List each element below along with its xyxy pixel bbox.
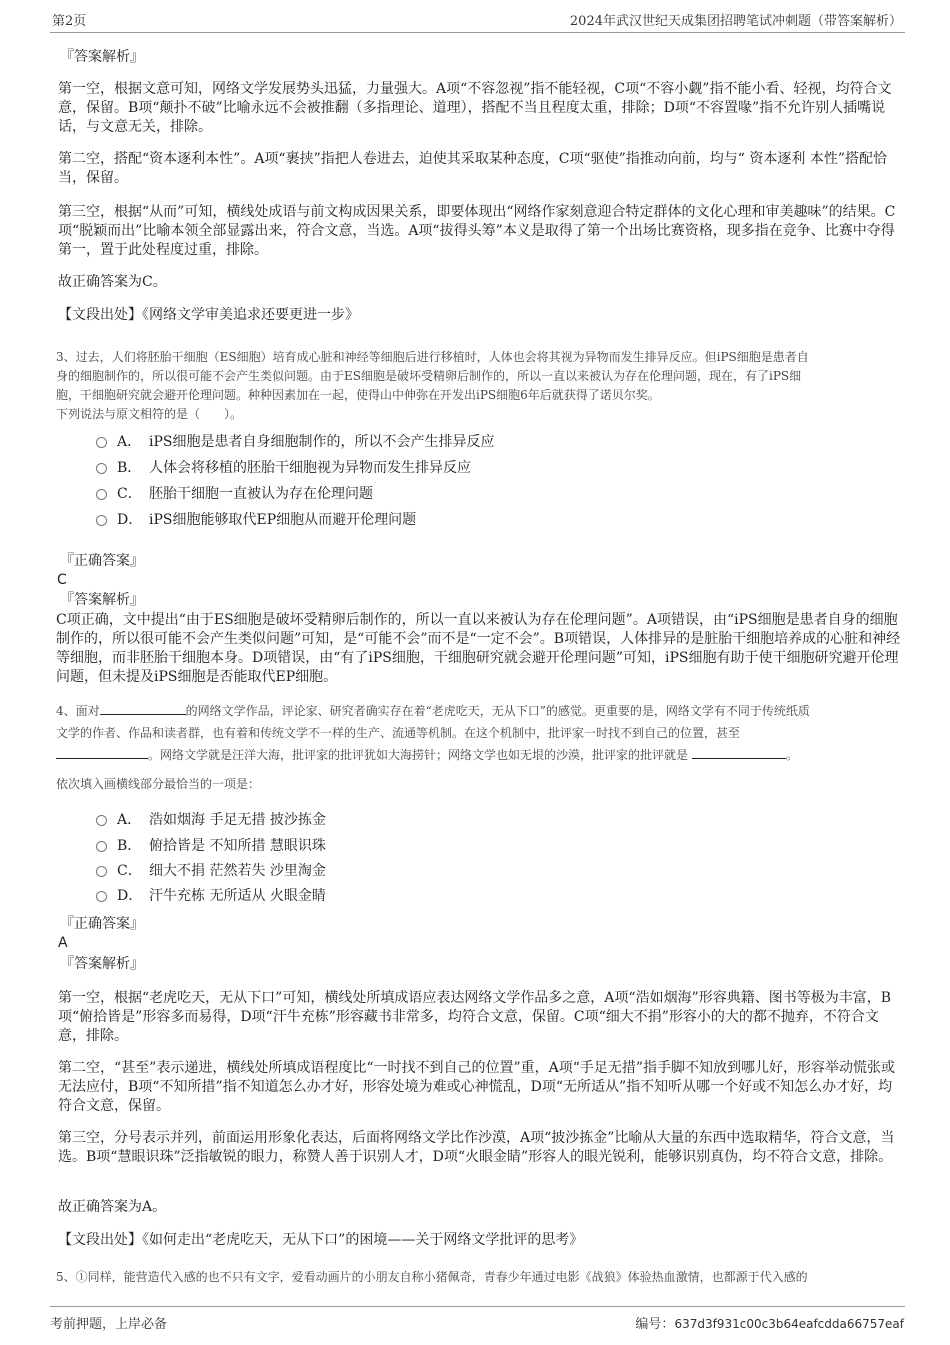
q3-analysis-label: 『答案解析』 <box>60 592 144 608</box>
q4-option-d[interactable] <box>96 886 326 906</box>
page-number: 第2页 <box>52 14 87 29</box>
q3-question-prompt: 下列说法与原文相符的是（ ）。 <box>56 407 243 421</box>
q4-prompt: 依次填入画横线部分最恰当的一项是： <box>56 777 261 791</box>
blank-2 <box>56 746 148 759</box>
option-text: iPS细胞能够取代EP细胞从而避开伦理问题 <box>149 512 417 528</box>
q3-stem-line: 3、过去，人们将胚胎干细胞（ES细胞）培育成心脏和神经等细胞后进行移植时，人体也会将其视为异物而发生排异反应。但iPS细胞是患者自 <box>56 350 809 364</box>
q2-analysis-paragraph-1: 第一空，根据文意可知，网络文学发展势头迅猛，力量强大。A项“不容忽视”指不能轻视，C项“不容小觑”指不能小看、轻视，均符合文意，保留。B项“颠扑不破”比喻永远不会被推翻（多指理论、道理），搭配不当且程度太重，排除；D项“不容置喙”指不允许别人插嘴说话，与文意无关，排除。 <box>58 81 892 135</box>
q4-stem-line-2: 文学的作者、作品和读者群，也有着和传统文学不一样的生产、流通等机制。在这个机制中，批评家一时找不到自己的位置，甚至 <box>56 726 741 740</box>
q4-stem <box>56 700 904 766</box>
option-text: 汗牛充栋 无所适从 火眼金睛 <box>149 888 326 904</box>
q4-option-a[interactable] <box>96 810 326 830</box>
q4-stem-text: 。网络文学就是汪洋大海，批评家的批评犹如大海捞针；网络文学也如无垠的沙漠，批评家的批评就是 <box>148 748 689 762</box>
option-text: iPS细胞是患者自身细胞制作的，所以不会产生排异反应 <box>149 434 495 450</box>
option-letter: C． <box>117 486 142 502</box>
option-letter: D． <box>117 888 143 904</box>
option-letter: B． <box>117 460 142 476</box>
option-letter: B． <box>117 838 142 854</box>
radio-button-icon[interactable] <box>96 437 107 448</box>
document-code <box>635 1313 904 1332</box>
q3-answer-label: 『正确答案』 <box>60 553 144 569</box>
q4-conclusion: 故正确答案为A。 <box>58 1199 167 1215</box>
q4-stem-text: 4、面对 <box>56 704 100 718</box>
q3-option-c[interactable] <box>96 484 373 504</box>
radio-button-icon[interactable] <box>96 463 107 474</box>
radio-button-icon[interactable] <box>96 841 107 852</box>
q3-analysis: C项正确，文中提出“由于ES细胞是破坏受精卵后制作的，所以一直以来被认为存在伦理问题”。A项错误，由“iPS细胞是患者自身的细胞制作的，所以很可能不会产生类似问题”可知，是“可能不会”而不是“一定不会”。B项错误，人体排异的是脏胎干细胞培养成的心脏和神经等细胞，而非胚胎干细胞本身。D项错误，由“有了iPS细胞，干细胞研究就会避开伦理问题”可知，iPS细胞有助于使干细胞研究避开伦理问题，但未提及iPS细胞是否能取代EP细胞。 <box>56 612 901 685</box>
q4-stem-line-1 <box>56 700 904 722</box>
q4-option-c[interactable] <box>96 861 326 881</box>
q2-analysis-paragraph-2: 第二空，搭配“资本逐利本性”。A项“裹挟”指把人卷进去，迫使其采取某种态度，C项“驱使”指推动向前，均与“ 资本逐利 本性”搭配恰当，保留。 <box>58 151 887 186</box>
q4-analysis-label: 『答案解析』 <box>60 956 144 972</box>
option-text: 人体会将移植的胚胎干细胞视为异物而发生排异反应 <box>149 460 471 476</box>
q2-source: 【文段出处】《网络文学审美追求还要更进一步》 <box>58 307 359 323</box>
document-title: 2024年武汉世纪天成集团招聘笔试冲刺题（带答案解析） <box>569 14 902 29</box>
q2-analysis-paragraph-3: 第三空，根据“从而”可知，横线处成语与前文构成因果关系，即要体现出“网络作家刻意迎合特定群体的文化心理和审美趣味”的结果。C项“脱颖而出”比喻本领全部显露出来，符合文意，当选。A项“拔得头筹”本义是取得了第一个出场比赛资格，现多指在竞争、比赛中夺得第一，置于此处程度过重，排除。 <box>58 204 896 258</box>
option-text: 俯拾皆是 不知所措 慧眼识珠 <box>149 838 326 854</box>
q3-option-b[interactable] <box>96 458 471 478</box>
blank-3 <box>692 746 786 759</box>
q3-stem <box>56 348 904 424</box>
q4-stem-text: 。 <box>785 748 798 762</box>
option-letter: C． <box>117 863 142 879</box>
option-letter: A． <box>117 812 142 828</box>
blank-1 <box>100 702 186 715</box>
q3-option-a[interactable] <box>96 432 495 452</box>
q4-answer: A <box>58 935 68 951</box>
radio-button-icon[interactable] <box>96 489 107 500</box>
q4-answer-label: 『正确答案』 <box>60 916 144 932</box>
q2-analysis-label: 『答案解析』 <box>60 49 144 65</box>
q3-option-d[interactable] <box>96 510 416 530</box>
option-text: 细大不捐 茫然若失 沙里淘金 <box>149 863 326 879</box>
footer-slogan: 考前押题，上岸必备 <box>50 1317 168 1332</box>
q4-stem-text: 的网络文学作品，评论家、研究者确实存在着“老虎吃天，无从下口”的感觉。更重要的是，网络文学有不同于传统纸质 <box>185 704 810 718</box>
footer-divider <box>50 1306 905 1307</box>
option-letter: A． <box>117 434 142 450</box>
code-label: 编号： <box>635 1317 675 1332</box>
header-divider <box>50 32 905 33</box>
q3-stem-line: 身的细胞制作的，所以很可能不会产生类似问题。由于ES细胞是破坏受精卵后制作的，所以一直以来被认为存在伦理问题，现在，有了iPS细 <box>56 369 802 383</box>
radio-button-icon[interactable] <box>96 515 107 526</box>
radio-button-icon[interactable] <box>96 815 107 826</box>
q4-analysis-paragraph-1: 第一空，根据“老虎吃天，无从下口”可知，横线处所填成语应表达网络文学作品多之意，A项“浩如烟海”形容典籍、图书等极为丰富，B项“俯拾皆是”形容多而易得，D项“汗牛充栋”形容藏书非常多，均符合文意，保留。C项“细大不捐”形容小的大的都不抛弃，不符合文意，排除。 <box>58 990 892 1044</box>
radio-button-icon[interactable] <box>96 866 107 877</box>
q4-analysis-paragraph-2: 第二空，“甚至”表示递进，横线处所填成语程度比“一时找不到自己的位置”重，A项“手足无措”指手脚不知放到哪儿好，形容举动慌张或无法应付，B项“不知所措”指不知道怎么办才好，形容处境为难或心神慌乱，D项“无所适从”指不知听从哪一个好或不知怎么办才好，均符合文意，保留。 <box>58 1060 896 1114</box>
q4-option-b[interactable] <box>96 836 326 856</box>
option-text: 浩如烟海 手足无措 披沙拣金 <box>149 812 326 828</box>
q5-stem: 5、①同样，能营造代入感的也不只有文字，爱看动画片的小朋友自称小猪佩奇，青春少年通过电影《战狼》体验热血激情，也都源于代入感的 <box>56 1270 808 1284</box>
q3-answer: C <box>57 572 67 588</box>
q2-conclusion: 故正确答案为C。 <box>58 274 167 290</box>
q4-analysis-paragraph-3: 第三空，分号表示并列，前面运用形象化表达，后面将网络文学比作沙漠，A项“披沙拣金”比喻从大量的东西中选取精华，符合文意，当选。B项“慧眼识珠”泛指敏锐的眼力，称赞人善于识别人才，D项“火眼金睛”形容人的眼光锐利，能够识别真伪，均不符合文意，排除。 <box>58 1130 895 1165</box>
q4-stem-line-3 <box>56 744 904 766</box>
code-value: 637d3f931c00c3b64eafcdda66757eaf <box>674 1317 904 1331</box>
option-letter: D． <box>117 512 143 528</box>
q3-stem-line: 胞，干细胞研究就会避开伦理问题。种种因素加在一起，使得山中伸弥在开发出iPS细胞6年后就获得了诺贝尔奖。 <box>56 388 660 402</box>
radio-button-icon[interactable] <box>96 891 107 902</box>
q4-source: 【文段出处】《如何走出“老虎吃天，无从下口”的困境——关于网络文学批评的思考》 <box>58 1232 584 1248</box>
option-text: 胚胎干细胞一直被认为存在伦理问题 <box>149 486 373 502</box>
